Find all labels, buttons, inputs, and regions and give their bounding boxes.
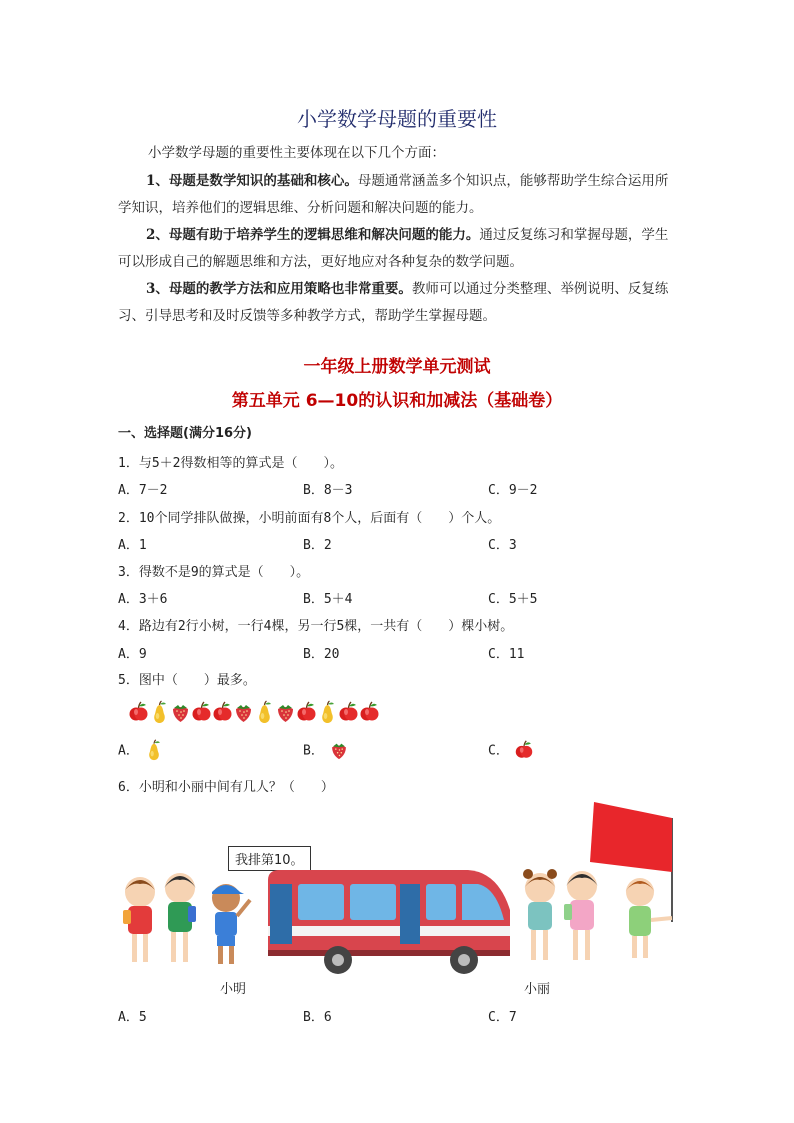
- child-icon: [523, 869, 557, 960]
- q4-option-c: C．11: [488, 647, 525, 662]
- q3-option-b: B．5＋4: [303, 592, 353, 607]
- point-3-text: 教师可以通过分类整理、举例说明、反复练习、引导思考和及时反馈等多种教学方式，帮助学生掌握母题。: [118, 281, 669, 324]
- q4-option-a: A．9: [118, 647, 147, 662]
- q1-option-c: C．9－2: [488, 483, 538, 498]
- apple-icon: [359, 700, 380, 724]
- q5-option-c-label: C．: [488, 743, 509, 759]
- apple-icon: [212, 700, 233, 724]
- queue-illustration: [118, 800, 678, 975]
- point-3-bold: 3、母题的教学方法和应用策略也非常重要。: [146, 281, 412, 297]
- bus-icon: [268, 870, 510, 974]
- child-icon: [123, 877, 155, 962]
- intro-paragraph: 小学数学母题的重要性主要体现在以下几个方面：: [148, 145, 445, 161]
- section-title: 一、选择题(满分16分): [118, 426, 252, 441]
- pear-icon: [144, 739, 164, 761]
- question-5: 5．图中（ ）最多。: [118, 673, 256, 688]
- child-icon: [164, 873, 196, 962]
- q5-option-c: [488, 739, 534, 761]
- test-heading: 一年级上册数学单元测试: [303, 357, 491, 377]
- pear-icon: [254, 700, 275, 724]
- point-1: [118, 168, 678, 222]
- q3-option-a: A．3＋6: [118, 592, 168, 607]
- child-icon: [625, 878, 655, 958]
- apple-icon: [338, 700, 359, 724]
- q2-option-a: A．1: [118, 538, 147, 553]
- point-2-bold: 2、母题有助于培养学生的逻辑思维和解决问题的能力。: [146, 227, 480, 243]
- point-1-bold: 1、母题是数学知识的基础和核心。: [146, 173, 358, 189]
- child-icon: [212, 884, 250, 964]
- q6-option-c: C．7: [488, 1010, 517, 1025]
- point-1-text: 母题通常涵盖多个知识点，能够帮助学生综合运用所学知识，培养他们的逻辑思维、分析问题和解决问题的能力。: [118, 173, 669, 216]
- page-title: 小学数学母题的重要性: [297, 107, 497, 131]
- q6-option-b: B．6: [303, 1010, 332, 1025]
- q3-option-c: C．5＋5: [488, 592, 538, 607]
- name-xiaoli: 小丽: [524, 982, 551, 997]
- q2-option-c: C．3: [488, 538, 517, 553]
- pear-icon: [317, 700, 338, 724]
- fruit-row: [128, 700, 380, 724]
- question-3: 3．得数不是9的算式是（ ）。: [118, 565, 310, 580]
- question-1: 1．与5＋2得数相等的算式是（ ）。: [118, 456, 343, 471]
- unit-heading: 第五单元 6—10的认识和加减法（基础卷）: [231, 391, 563, 411]
- q1-option-a: A．7－2: [118, 483, 168, 498]
- question-4: 4．路边有2行小树，一行4棵，另一行5棵，一共有（ ）棵小树。: [118, 619, 514, 634]
- strawberry-icon: [275, 700, 296, 724]
- question-2: 2．10个同学排队做操，小明前面有8个人，后面有（ ）个人。: [118, 511, 501, 526]
- speech-bubble: 我排第10。: [228, 846, 311, 871]
- q5-option-b: [303, 739, 349, 761]
- q4-option-b: B．20: [303, 647, 340, 662]
- q1-option-b: B．8－3: [303, 483, 353, 498]
- apple-icon: [296, 700, 317, 724]
- point-2: [118, 222, 678, 276]
- flag-icon: [590, 802, 672, 922]
- point-2-text: 通过反复练习和掌握母题，学生可以形成自己的解题思维和方法，更好地应对各种复杂的数学问题。: [118, 227, 669, 270]
- strawberry-icon: [170, 700, 191, 724]
- q5-option-b-label: B．: [303, 743, 324, 759]
- child-icon: [564, 871, 598, 960]
- apple-icon: [514, 739, 534, 761]
- strawberry-icon: [329, 739, 349, 761]
- q5-option-a-label: A．: [118, 743, 139, 759]
- q5-option-a: [118, 739, 164, 761]
- name-xiaoming: 小明: [220, 982, 247, 997]
- question-6: 6．小明和小丽中间有几人？（ ）: [118, 780, 334, 795]
- apple-icon: [191, 700, 212, 724]
- pear-icon: [149, 700, 170, 724]
- apple-icon: [128, 700, 149, 724]
- strawberry-icon: [233, 700, 254, 724]
- q6-option-a: A．5: [118, 1010, 147, 1025]
- q2-option-b: B．2: [303, 538, 332, 553]
- point-3: [118, 276, 678, 330]
